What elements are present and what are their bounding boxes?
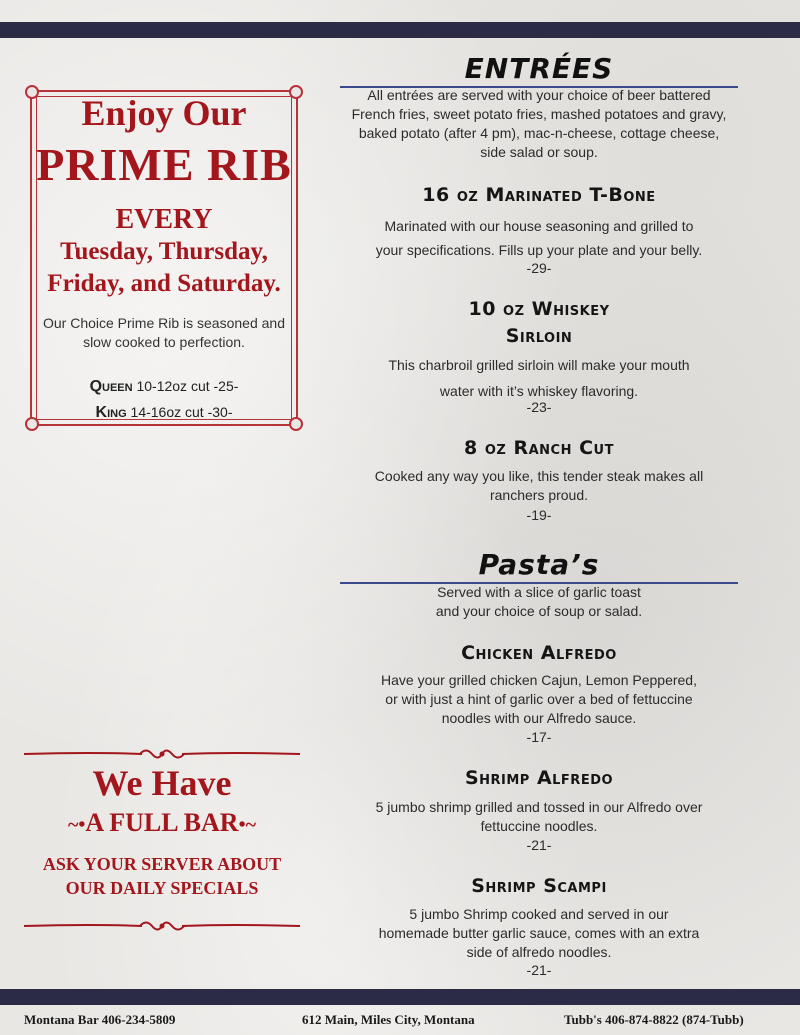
menu-item-desc-line: This charbroil grilled sirloin will make your mouth xyxy=(388,357,690,373)
flourish-divider-icon xyxy=(22,918,302,934)
ask-server-line-2: OUR DAILY SPECIALS xyxy=(65,878,259,898)
menu-item-description xyxy=(340,905,738,962)
footer-tubbs: Tubb's 406-874-8822 (874-Tubb) xyxy=(564,1012,744,1027)
prime-rib-enjoy: Enjoy Our xyxy=(81,93,247,133)
queen-cut xyxy=(32,378,296,396)
prime-rib-description xyxy=(32,314,296,352)
menu-item-name: 16 oz Marinated T-Bone xyxy=(422,184,656,206)
menu-item-price: -23- xyxy=(526,399,552,415)
menu-item-desc-line: your specifications. Fills up your plate and your belly. xyxy=(375,242,703,258)
pastas-intro-line: Served with a slice of garlic toast xyxy=(437,584,641,600)
prime-rib-panel xyxy=(30,90,298,426)
entrees-intro-line: All entrées are served with your choice of beer battered xyxy=(367,87,711,103)
entrees-intro-line: French fries, sweet potato fries, mashed potatoes and gravy, xyxy=(351,106,727,122)
menu-item-description xyxy=(340,352,738,404)
menu-item-price: -21- xyxy=(526,962,552,978)
prime-rib-days-1: Tuesday, Thursday, xyxy=(60,238,268,265)
menu-item-name: Chicken Alfredo xyxy=(461,642,617,664)
prime-rib-title: PRIME RIB xyxy=(36,139,292,190)
footer-address: 612 Main, Miles City, Montana xyxy=(302,1012,475,1027)
ask-server-line-1: ASK YOUR SERVER ABOUT xyxy=(42,854,282,874)
pastas-intro-line: and your choice of soup or salad. xyxy=(435,603,643,619)
king-cut-name: King xyxy=(95,404,127,421)
menu-item-desc-line: Have your grilled chicken Cajun, Lemon Peppered, xyxy=(381,672,697,688)
full-bar-heading xyxy=(22,808,302,838)
prime-rib-desc-line: slow cooked to perfection. xyxy=(83,334,245,350)
entrees-intro-line: side salad or soup. xyxy=(480,144,598,160)
prime-rib-desc-line: Our Choice Prime Rib is seasoned and xyxy=(42,315,285,331)
entrees-intro-line: baked potato (after 4 pm), mac-n-cheese, cottage cheese, xyxy=(358,125,720,141)
menu-item-description xyxy=(340,214,738,262)
menu-item-price: -29- xyxy=(526,260,552,276)
full-bar-text: A FULL BAR xyxy=(85,808,239,837)
queen-cut-name: Queen xyxy=(89,378,133,395)
entrees-intro xyxy=(340,86,738,162)
menu-item-price: -19- xyxy=(526,507,552,523)
menu-item-desc-line: water with it’s whiskey flavoring. xyxy=(439,383,639,399)
prime-rib-every: EVERY xyxy=(115,204,213,235)
menu-item-name: Shrimp Scampi xyxy=(471,875,607,897)
menu-item-price: -17- xyxy=(526,729,552,745)
menu-item-desc-line: Cooked any way you like, this tender steak makes all xyxy=(374,468,704,484)
menu-item-desc-line: 5 jumbo Shrimp cooked and served in our xyxy=(409,906,669,922)
pastas-heading: Pasta’s xyxy=(478,548,600,581)
menu-item-desc-line: ranchers proud. xyxy=(489,487,589,503)
menu-item-description xyxy=(340,467,738,505)
queen-cut-detail: 10-12oz cut -25- xyxy=(132,378,239,394)
ornament-left-icon: ~• xyxy=(68,814,86,836)
menu-item-desc-line: noodles with our Alfredo sauce. xyxy=(441,710,637,726)
menu-item-price: -21- xyxy=(526,837,552,853)
menu-item-desc-line: Marinated with our house seasoning and grilled to xyxy=(384,218,694,234)
menu-item-name: Sirloin xyxy=(505,325,573,347)
prime-rib-days-2: Friday, and Saturday. xyxy=(47,270,281,297)
menu-item-description xyxy=(340,671,738,728)
flourish-divider-icon xyxy=(22,746,302,762)
menu-item-name: 10 oz Whiskey xyxy=(468,298,610,320)
menu-item-desc-line: fettuccine noodles. xyxy=(480,818,598,834)
entrees-heading: ENTRÉES xyxy=(464,52,614,85)
footer-montana-bar: Montana Bar 406-234-5809 xyxy=(24,1012,176,1027)
we-have-heading: We Have xyxy=(92,763,232,803)
king-cut-detail: 14-16oz cut -30- xyxy=(126,404,233,420)
menu-item-desc-line: homemade butter garlic sauce, comes with an extra xyxy=(378,925,700,941)
footer xyxy=(0,1012,800,1030)
menu-item-desc-line: 5 jumbo shrimp grilled and tossed in our Alfredo over xyxy=(375,799,703,815)
menu-item-name: Shrimp Alfredo xyxy=(464,767,614,789)
menu-item-desc-line: side of alfredo noodles. xyxy=(466,944,612,960)
menu-item-description xyxy=(340,798,738,836)
menu-item-desc-line: or with just a hint of garlic over a bed of fettuccine xyxy=(385,691,693,707)
menu-item-name: 8 oz Ranch Cut xyxy=(464,437,614,459)
king-cut xyxy=(32,404,296,422)
top-bar xyxy=(0,22,800,38)
ornament-right-icon: •~ xyxy=(238,814,256,836)
pastas-intro xyxy=(340,583,738,621)
bottom-bar xyxy=(0,989,800,1005)
